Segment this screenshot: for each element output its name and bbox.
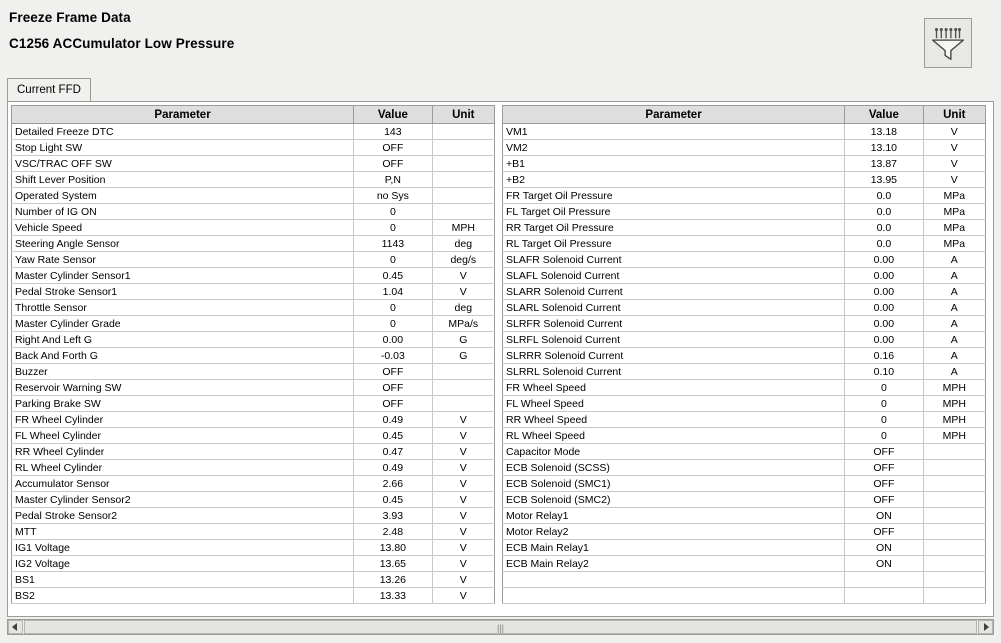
right-cell-value: 0.00	[845, 332, 923, 348]
scroll-thumb-grip: |||	[496, 623, 504, 633]
right-cell-unit: MPa	[923, 236, 985, 252]
left-cell-value: 3.93	[354, 508, 432, 524]
left-header-value[interactable]: Value	[354, 106, 432, 124]
left-cell-unit: V	[432, 572, 494, 588]
left-cell-unit	[432, 156, 494, 172]
right-cell-unit	[923, 508, 985, 524]
right-cell-unit: V	[923, 156, 985, 172]
left-cell-value: 0.00	[354, 332, 432, 348]
right-cell-parameter: FL Wheel Speed	[503, 396, 845, 412]
right-cell-unit: V	[923, 140, 985, 156]
right-cell-value: 13.87	[845, 156, 923, 172]
right-cell-parameter: SLAFR Solenoid Current	[503, 252, 845, 268]
right-cell-parameter: VM2	[503, 140, 845, 156]
left-cell-unit: V	[432, 508, 494, 524]
table-row[interactable]	[503, 140, 986, 156]
table-row[interactable]	[503, 156, 986, 172]
right-cell-value: OFF	[845, 524, 923, 540]
left-cell-parameter: Back And Forth G	[12, 348, 354, 364]
table-row[interactable]	[12, 284, 495, 300]
left-cell-unit: V	[432, 556, 494, 572]
right-cell-value: OFF	[845, 492, 923, 508]
right-cell-parameter: Motor Relay1	[503, 508, 845, 524]
table-row[interactable]	[503, 332, 986, 348]
left-grid-header-row	[12, 106, 495, 124]
right-cell-parameter	[503, 572, 845, 588]
right-cell-parameter	[503, 588, 845, 604]
left-cell-unit: V	[432, 492, 494, 508]
table-row[interactable]	[503, 476, 986, 492]
table-row[interactable]	[503, 204, 986, 220]
right-cell-unit: V	[923, 172, 985, 188]
right-cell-unit: A	[923, 268, 985, 284]
table-row[interactable]	[503, 412, 986, 428]
right-cell-parameter: SLRRR Solenoid Current	[503, 348, 845, 364]
left-cell-unit: deg	[432, 236, 494, 252]
table-row[interactable]	[12, 268, 495, 284]
left-cell-parameter: FL Wheel Cylinder	[12, 428, 354, 444]
table-row[interactable]	[503, 460, 986, 476]
right-cell-unit: MPa	[923, 204, 985, 220]
left-cell-parameter: VSC/TRAC OFF SW	[12, 156, 354, 172]
left-cell-value: OFF	[354, 140, 432, 156]
table-row[interactable]	[503, 492, 986, 508]
right-cell-value: 0.00	[845, 300, 923, 316]
right-grid-table	[502, 105, 986, 604]
right-cell-unit: A	[923, 300, 985, 316]
table-row[interactable]	[503, 364, 986, 380]
left-cell-parameter: Master Cylinder Sensor2	[12, 492, 354, 508]
right-cell-value: 0.0	[845, 220, 923, 236]
right-cell-unit: A	[923, 364, 985, 380]
right-cell-unit: A	[923, 348, 985, 364]
right-cell-parameter: SLRRL Solenoid Current	[503, 364, 845, 380]
right-cell-value: 0.0	[845, 236, 923, 252]
table-row[interactable]	[12, 140, 495, 156]
right-cell-unit: A	[923, 252, 985, 268]
left-cell-value: 0.45	[354, 268, 432, 284]
right-cell-value: ON	[845, 508, 923, 524]
right-cell-value: 13.18	[845, 124, 923, 140]
right-cell-parameter: Capacitor Mode	[503, 444, 845, 460]
table-row[interactable]	[503, 524, 986, 540]
left-cell-parameter: Steering Angle Sensor	[12, 236, 354, 252]
right-cell-value: 0.0	[845, 204, 923, 220]
table-row[interactable]	[12, 348, 495, 364]
right-cell-value: OFF	[845, 460, 923, 476]
left-cell-value: OFF	[354, 396, 432, 412]
left-grid-table	[11, 105, 495, 604]
right-cell-value: 0.00	[845, 284, 923, 300]
left-cell-unit: MPa/s	[432, 316, 494, 332]
left-cell-unit	[432, 124, 494, 140]
right-cell-parameter: RL Wheel Speed	[503, 428, 845, 444]
right-cell-unit	[923, 556, 985, 572]
table-row[interactable]	[12, 380, 495, 396]
right-cell-value: 0	[845, 396, 923, 412]
right-cell-parameter: ECB Solenoid (SMC1)	[503, 476, 845, 492]
left-cell-unit: MPH	[432, 220, 494, 236]
right-cell-value: 0	[845, 380, 923, 396]
left-cell-value: 2.66	[354, 476, 432, 492]
right-cell-value: ON	[845, 556, 923, 572]
right-cell-value: 0.16	[845, 348, 923, 364]
left-cell-parameter: RR Wheel Cylinder	[12, 444, 354, 460]
tab-strip	[7, 78, 994, 102]
left-cell-unit	[432, 380, 494, 396]
table-row[interactable]	[503, 236, 986, 252]
right-cell-value: 0.10	[845, 364, 923, 380]
right-cell-unit: MPH	[923, 380, 985, 396]
left-cell-unit: V	[432, 524, 494, 540]
table-row[interactable]	[12, 572, 495, 588]
right-cell-unit	[923, 460, 985, 476]
right-cell-value	[845, 588, 923, 604]
left-cell-parameter: IG1 Voltage	[12, 540, 354, 556]
table-row[interactable]	[503, 172, 986, 188]
table-row[interactable]	[503, 540, 986, 556]
table-row[interactable]	[503, 220, 986, 236]
table-row[interactable]	[12, 476, 495, 492]
table-row[interactable]	[503, 588, 986, 604]
table-row[interactable]	[12, 444, 495, 460]
table-row[interactable]	[503, 188, 986, 204]
left-cell-value: 1143	[354, 236, 432, 252]
table-row[interactable]	[503, 284, 986, 300]
right-cell-unit	[923, 444, 985, 460]
left-cell-parameter: RL Wheel Cylinder	[12, 460, 354, 476]
right-cell-value: OFF	[845, 476, 923, 492]
right-cell-parameter: FR Wheel Speed	[503, 380, 845, 396]
left-cell-unit: G	[432, 332, 494, 348]
right-cell-unit: A	[923, 332, 985, 348]
table-row[interactable]	[12, 364, 495, 380]
table-row[interactable]	[12, 316, 495, 332]
right-cell-parameter: FL Target Oil Pressure	[503, 204, 845, 220]
table-row[interactable]	[503, 268, 986, 284]
left-cell-value: OFF	[354, 364, 432, 380]
table-row[interactable]	[12, 428, 495, 444]
right-header-parameter[interactable]: Parameter	[503, 106, 845, 124]
right-cell-parameter: FR Target Oil Pressure	[503, 188, 845, 204]
filter-funnel-icon	[925, 19, 971, 67]
left-cell-parameter: Pedal Stroke Sensor2	[12, 508, 354, 524]
left-cell-value: 0.49	[354, 412, 432, 428]
filter-button[interactable]	[924, 18, 972, 68]
left-cell-value: 0	[354, 316, 432, 332]
left-cell-unit: G	[432, 348, 494, 364]
table-row[interactable]	[503, 124, 986, 140]
right-cell-unit	[923, 492, 985, 508]
table-row[interactable]	[12, 220, 495, 236]
right-cell-value: 13.10	[845, 140, 923, 156]
left-cell-value: 2.48	[354, 524, 432, 540]
table-row[interactable]	[503, 252, 986, 268]
table-row[interactable]	[12, 396, 495, 412]
right-cell-unit: MPH	[923, 412, 985, 428]
left-cell-parameter: Detailed Freeze DTC	[12, 124, 354, 140]
left-cell-unit: V	[432, 588, 494, 604]
left-cell-unit: deg	[432, 300, 494, 316]
left-cell-value: 1.04	[354, 284, 432, 300]
left-cell-parameter: Throttle Sensor	[12, 300, 354, 316]
right-cell-parameter: SLARL Solenoid Current	[503, 300, 845, 316]
table-row[interactable]	[12, 172, 495, 188]
triangle-right-icon	[979, 621, 992, 633]
right-cell-unit	[923, 540, 985, 556]
left-cell-value: 0.49	[354, 460, 432, 476]
table-row[interactable]	[12, 236, 495, 252]
right-cell-unit	[923, 572, 985, 588]
right-cell-parameter: Motor Relay2	[503, 524, 845, 540]
left-cell-value: 143	[354, 124, 432, 140]
left-cell-parameter: Vehicle Speed	[12, 220, 354, 236]
right-grid-header-row	[503, 106, 986, 124]
left-cell-unit	[432, 172, 494, 188]
table-row[interactable]	[503, 380, 986, 396]
table-row[interactable]	[12, 524, 495, 540]
right-cell-value: 0.00	[845, 268, 923, 284]
scroll-right-arrow[interactable]	[978, 620, 993, 634]
right-cell-unit: MPa	[923, 188, 985, 204]
left-cell-parameter: FR Wheel Cylinder	[12, 412, 354, 428]
right-cell-unit	[923, 524, 985, 540]
right-cell-parameter: +B1	[503, 156, 845, 172]
dtc-subtitle: C1256 ACCumulator Low Pressure	[9, 36, 235, 51]
left-cell-unit	[432, 396, 494, 412]
left-parameter-grid	[11, 105, 495, 613]
horizontal-scrollbar[interactable]	[7, 619, 994, 635]
left-cell-value: 0	[354, 300, 432, 316]
table-row[interactable]	[12, 412, 495, 428]
table-row[interactable]	[12, 252, 495, 268]
right-cell-parameter: +B2	[503, 172, 845, 188]
table-row[interactable]	[12, 188, 495, 204]
right-cell-parameter: SLAFL Solenoid Current	[503, 268, 845, 284]
left-cell-unit: V	[432, 460, 494, 476]
left-cell-unit: V	[432, 444, 494, 460]
table-row[interactable]	[503, 508, 986, 524]
table-row[interactable]	[12, 124, 495, 140]
scroll-thumb[interactable]	[24, 620, 977, 634]
right-cell-parameter: ECB Solenoid (SCSS)	[503, 460, 845, 476]
table-row[interactable]	[503, 428, 986, 444]
right-cell-parameter: ECB Main Relay2	[503, 556, 845, 572]
table-row[interactable]	[503, 348, 986, 364]
right-cell-parameter: VM1	[503, 124, 845, 140]
scroll-left-arrow[interactable]	[8, 620, 23, 634]
left-cell-value: -0.03	[354, 348, 432, 364]
right-cell-unit: MPH	[923, 428, 985, 444]
table-row[interactable]	[503, 572, 986, 588]
right-cell-parameter: ECB Main Relay1	[503, 540, 845, 556]
left-cell-value: P,N	[354, 172, 432, 188]
right-cell-unit: MPH	[923, 396, 985, 412]
right-cell-unit: A	[923, 284, 985, 300]
table-row[interactable]	[503, 396, 986, 412]
table-row[interactable]	[12, 556, 495, 572]
right-cell-unit: V	[923, 124, 985, 140]
table-row[interactable]	[503, 300, 986, 316]
right-cell-parameter: RR Target Oil Pressure	[503, 220, 845, 236]
left-cell-value: 13.33	[354, 588, 432, 604]
right-cell-value: 0.00	[845, 316, 923, 332]
right-header-value[interactable]: Value	[845, 106, 923, 124]
left-cell-value: 0	[354, 252, 432, 268]
left-cell-parameter: Stop Light SW	[12, 140, 354, 156]
right-cell-unit: MPa	[923, 220, 985, 236]
left-header-unit[interactable]: Unit	[432, 106, 494, 124]
left-cell-unit: V	[432, 284, 494, 300]
right-cell-value: OFF	[845, 444, 923, 460]
table-row[interactable]	[503, 444, 986, 460]
table-row[interactable]	[12, 460, 495, 476]
right-cell-value: 0	[845, 412, 923, 428]
left-cell-parameter: Master Cylinder Grade	[12, 316, 354, 332]
page-title: Freeze Frame Data	[9, 10, 131, 25]
left-cell-parameter: Shift Lever Position	[12, 172, 354, 188]
left-cell-parameter: BS2	[12, 588, 354, 604]
left-cell-value: 0	[354, 204, 432, 220]
table-row[interactable]	[12, 540, 495, 556]
left-cell-unit: V	[432, 268, 494, 284]
left-cell-parameter: IG2 Voltage	[12, 556, 354, 572]
triangle-left-icon	[9, 621, 22, 633]
left-cell-value: 13.80	[354, 540, 432, 556]
table-row[interactable]	[12, 204, 495, 220]
left-cell-parameter: Right And Left G	[12, 332, 354, 348]
left-cell-parameter: Master Cylinder Sensor1	[12, 268, 354, 284]
right-cell-unit: A	[923, 316, 985, 332]
left-cell-parameter: Number of IG ON	[12, 204, 354, 220]
table-row[interactable]	[12, 508, 495, 524]
right-parameter-grid	[502, 105, 986, 613]
table-row[interactable]	[12, 332, 495, 348]
right-cell-parameter: ECB Solenoid (SMC2)	[503, 492, 845, 508]
left-cell-parameter: Yaw Rate Sensor	[12, 252, 354, 268]
right-cell-parameter: RL Target Oil Pressure	[503, 236, 845, 252]
window-header	[0, 0, 1001, 76]
ffd-tables-panel	[7, 101, 994, 617]
right-cell-value: 0	[845, 428, 923, 444]
right-cell-value: 0.00	[845, 252, 923, 268]
right-cell-value: 13.95	[845, 172, 923, 188]
table-row[interactable]	[12, 300, 495, 316]
left-cell-parameter: Reservoir Warning SW	[12, 380, 354, 396]
left-header-parameter[interactable]: Parameter	[12, 106, 354, 124]
left-cell-unit	[432, 364, 494, 380]
left-cell-value: 0.45	[354, 428, 432, 444]
table-row[interactable]	[12, 588, 495, 604]
left-cell-unit: V	[432, 540, 494, 556]
left-cell-unit: V	[432, 428, 494, 444]
right-cell-value	[845, 572, 923, 588]
table-row[interactable]	[12, 492, 495, 508]
right-cell-parameter: SLARR Solenoid Current	[503, 284, 845, 300]
left-cell-value: 0	[354, 220, 432, 236]
right-cell-parameter: RR Wheel Speed	[503, 412, 845, 428]
right-cell-parameter: SLRFR Solenoid Current	[503, 316, 845, 332]
right-cell-value: ON	[845, 540, 923, 556]
left-cell-unit	[432, 204, 494, 220]
left-cell-parameter: Pedal Stroke Sensor1	[12, 284, 354, 300]
right-cell-value: 0.0	[845, 188, 923, 204]
left-cell-parameter: Accumulator Sensor	[12, 476, 354, 492]
left-cell-unit	[432, 188, 494, 204]
left-cell-value: no Sys	[354, 188, 432, 204]
left-cell-value: OFF	[354, 156, 432, 172]
right-cell-unit	[923, 588, 985, 604]
left-cell-value: 0.45	[354, 492, 432, 508]
right-cell-unit	[923, 476, 985, 492]
left-cell-parameter: Parking Brake SW	[12, 396, 354, 412]
left-cell-value: 0.47	[354, 444, 432, 460]
left-cell-parameter: Buzzer	[12, 364, 354, 380]
left-cell-value: 13.26	[354, 572, 432, 588]
left-cell-value: 13.65	[354, 556, 432, 572]
left-cell-unit: V	[432, 476, 494, 492]
right-header-unit[interactable]: Unit	[923, 106, 985, 124]
tab-current-ffd[interactable]: Current FFD	[7, 78, 91, 101]
table-row[interactable]	[503, 316, 986, 332]
left-cell-unit	[432, 140, 494, 156]
left-cell-unit: deg/s	[432, 252, 494, 268]
left-cell-unit: V	[432, 412, 494, 428]
table-row[interactable]	[503, 556, 986, 572]
left-cell-value: OFF	[354, 380, 432, 396]
left-cell-parameter: Operated System	[12, 188, 354, 204]
left-cell-parameter: MTT	[12, 524, 354, 540]
right-cell-parameter: SLRFL Solenoid Current	[503, 332, 845, 348]
left-cell-parameter: BS1	[12, 572, 354, 588]
table-row[interactable]	[12, 156, 495, 172]
